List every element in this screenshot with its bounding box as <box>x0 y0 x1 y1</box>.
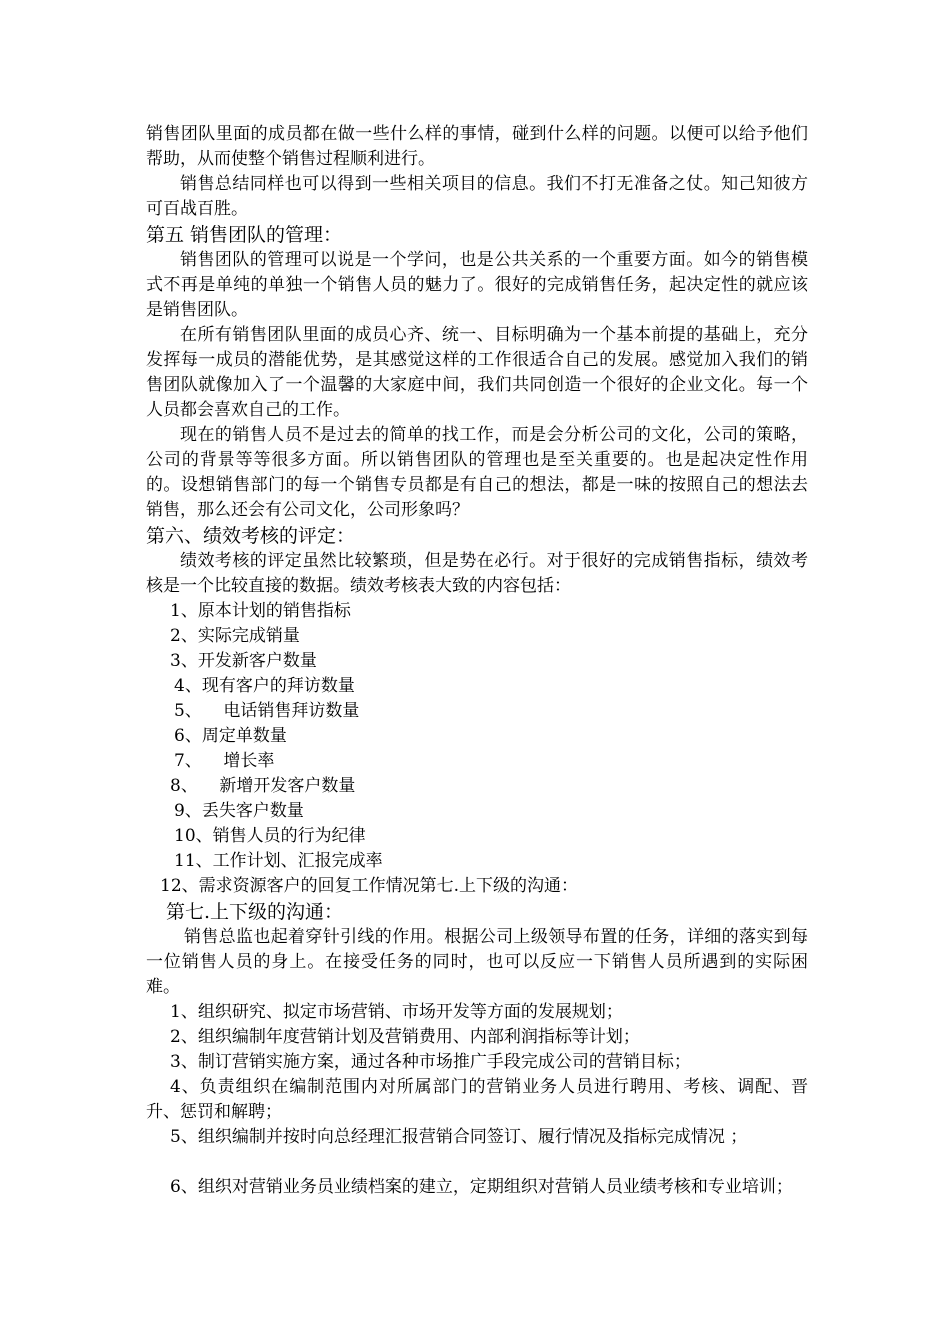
blank-line <box>146 1150 808 1175</box>
list-item: 11、工作计划、汇报完成率 <box>174 851 383 871</box>
list-item: 12、需求资源客户的回复工作情况第七.上下级的沟通： <box>160 876 579 896</box>
paragraph: 在所有销售团队里面的成员心齐、统一、目标明确为一个基本前提的基础上，充分发挥每一成员的潜能优势，是其感觉这样的工作很适合自己的发展。感觉加入我们的销售团队就像加入了一个温馨的大家庭中间，我们共同创造一个很好的企业文化。每一个人员都会喜欢自己的工作。 <box>146 325 808 420</box>
list-item: 9、丢失客户数量 <box>174 801 304 821</box>
list-item: 5、 电话销售拜访数量 <box>174 701 360 721</box>
list-item: 1、原本计划的销售指标 <box>170 601 351 621</box>
list-item: 3、开发新客户数量 <box>170 651 317 671</box>
paragraph: 销售团队的管理可以说是一个学问，也是公共关系的一个重要方面。如今的销售模式不再是单纯的单独一个销售人员的魅力了。很好的完成销售任务，起决定性的就应该是销售团队。 <box>146 250 808 320</box>
list-item: 1、组织研究、拟定市场营销、市场开发等方面的发展规划； <box>170 1002 623 1022</box>
paragraph: 现在的销售人员不是过去的简单的找工作，而是会分析公司的文化，公司的策略，公司的背景等等很多方面。所以销售团队的管理也是至关重要的。也是起决定性作用的。设想销售部门的每一个销售专员都是有自己的想法，都是一味的按照自己的想法去销售，那么还会有公司文化，公司形象吗？ <box>146 425 808 520</box>
paragraph: 销售团队里面的成员都在做一些什么样的事情，碰到什么样的问题。以便可以给予他们帮助，从而使整个销售过程顺利进行。 <box>146 124 808 169</box>
list-item: 4、现有客户的拜访数量 <box>174 676 355 696</box>
list-item: 2、组织编制年度营销计划及营销费用、内部利润指标等计划； <box>170 1027 640 1047</box>
list-item: 6、组织对营销业务员业绩档案的建立，定期组织对营销人员业绩考核和专业培训； <box>170 1177 793 1197</box>
paragraph: 绩效考核的评定虽然比较繁琐，但是势在必行。对于很好的完成销售指标，绩效考核是一个比较直接的数据。绩效考核表大致的内容包括： <box>146 551 808 596</box>
paragraph: 销售总结同样也可以得到一些相关项目的信息。我们不打无准备之仗。知己知彼方可百战百胜。 <box>146 174 808 219</box>
list-item: 10、销售人员的行为纪律 <box>174 826 366 846</box>
list-item: 6、周定单数量 <box>174 726 287 746</box>
list-item: 4、负责组织在编制范围内对所属部门的营销业务人员进行聘用、考核、调配、晋升、惩罚和解聘； <box>146 1077 808 1122</box>
section-heading-6: 第六、绩效考核的评定： <box>146 525 356 547</box>
list-item: 3、制订营销实施方案，通过各种市场推广手段完成公司的营销目标； <box>170 1052 691 1072</box>
list-item: 5、组织编制并按时向总经理汇报营销合同签订、履行情况及指标完成情况 ； <box>170 1127 748 1147</box>
list-item: 7、 增长率 <box>174 751 275 771</box>
section-heading-7: 第七.上下级的沟通： <box>166 901 344 923</box>
list-item: 8、 新增开发客户数量 <box>170 776 356 796</box>
list-item: 2、实际完成销量 <box>170 626 300 646</box>
paragraph: 销售总监也起着穿针引线的作用。根据公司上级领导布置的任务，详细的落实到每一位销售人员的身上。在接受任务的同时，也可以反应一下销售人员所遇到的实际困难。 <box>146 927 808 997</box>
section-heading-5: 第五 销售团队的管理： <box>146 224 343 246</box>
document-page <box>146 122 808 1200</box>
